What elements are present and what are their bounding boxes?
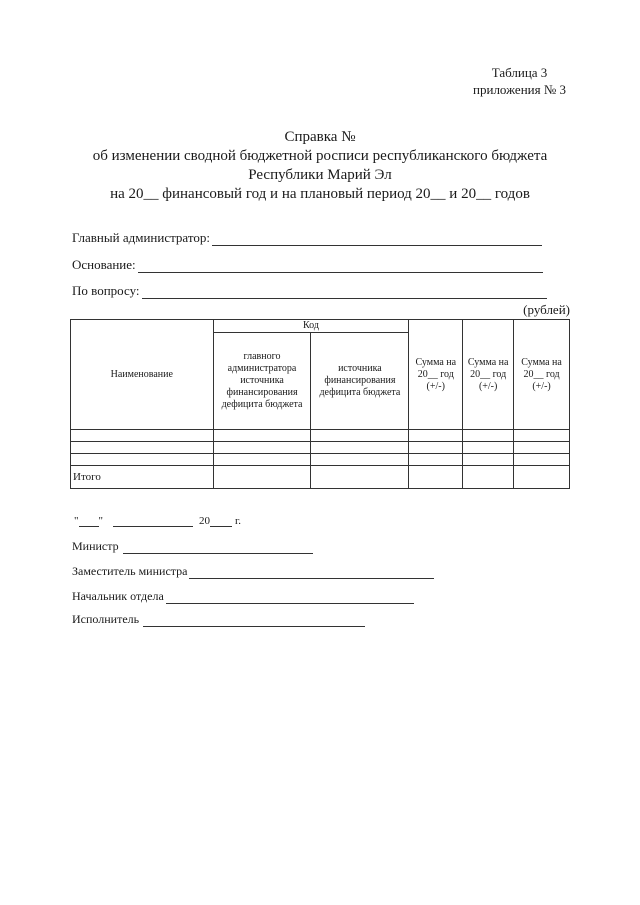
table-total-row: [71, 466, 570, 489]
document-title: [60, 128, 580, 204]
date-year-prefix: 20: [199, 515, 210, 527]
header-sum-3: Сумма на 20__ год (+/-): [514, 320, 570, 430]
admin-fill-line: [212, 233, 542, 246]
header-sum-1: Сумма на 20__ год (+/-): [409, 320, 463, 430]
basis-field: [72, 257, 543, 273]
header-name: Наименование: [71, 320, 214, 430]
units-label: (рублей): [523, 302, 570, 317]
signature-minister-line: [123, 542, 313, 554]
question-field: [72, 283, 547, 299]
signature-deputy: [72, 564, 434, 579]
signature-minister-label: Министр: [72, 539, 119, 553]
appendix-table-number: Таблица 3: [491, 65, 548, 80]
basis-label: Основание:: [72, 257, 136, 272]
date-month-line: [113, 516, 193, 527]
admin-field: [72, 230, 542, 246]
header-code: Код: [213, 320, 409, 333]
signature-executor: [72, 612, 365, 627]
date-year-suffix: г.: [235, 515, 242, 527]
basis-fill-line: [138, 260, 543, 273]
changes-table: [70, 319, 570, 489]
date-quote-close: ": [98, 515, 103, 527]
title-line-4: на 20__ финансовый год и на плановый период 20__ и 20__ годов: [110, 186, 530, 202]
signature-head-label: Начальник отдела: [72, 589, 164, 603]
signature-executor-label: Исполнитель: [72, 612, 140, 626]
table-row: [71, 430, 570, 442]
date-quote-open: ": [74, 515, 79, 527]
question-label: По вопросу:: [72, 283, 140, 298]
title-line-3: Республики Марий Эл: [248, 167, 392, 183]
total-label: Итого: [71, 466, 214, 489]
table-row: [71, 454, 570, 466]
table-header-row-1: [71, 320, 570, 333]
header-sum-2: Сумма на 20__ год (+/-): [463, 320, 514, 430]
title-line-2: об изменении сводной бюджетной росписи республиканского бюджета: [92, 148, 548, 164]
signature-head-line: [166, 592, 414, 604]
signature-deputy-line: [189, 567, 434, 579]
admin-label: Главный администратор:: [72, 230, 210, 245]
title-line-1: Справка №: [284, 129, 356, 145]
header-code-source: источника финансирования дефицита бюджета: [311, 333, 409, 430]
signature-minister: [72, 539, 313, 554]
appendix-reference: [473, 64, 566, 98]
signature-deputy-label: Заместитель министра: [72, 564, 188, 578]
date-day-line: [79, 516, 99, 527]
header-code-admin: главного администратора источника финансирования дефицита бюджета: [213, 333, 311, 430]
appendix-number: приложения № 3: [473, 82, 566, 97]
date-year-line: [210, 516, 232, 527]
signature-head: [72, 589, 414, 604]
table-row: [71, 442, 570, 454]
question-fill-line: [142, 286, 547, 299]
signature-executor-line: [143, 615, 365, 627]
date-line: [74, 515, 241, 527]
